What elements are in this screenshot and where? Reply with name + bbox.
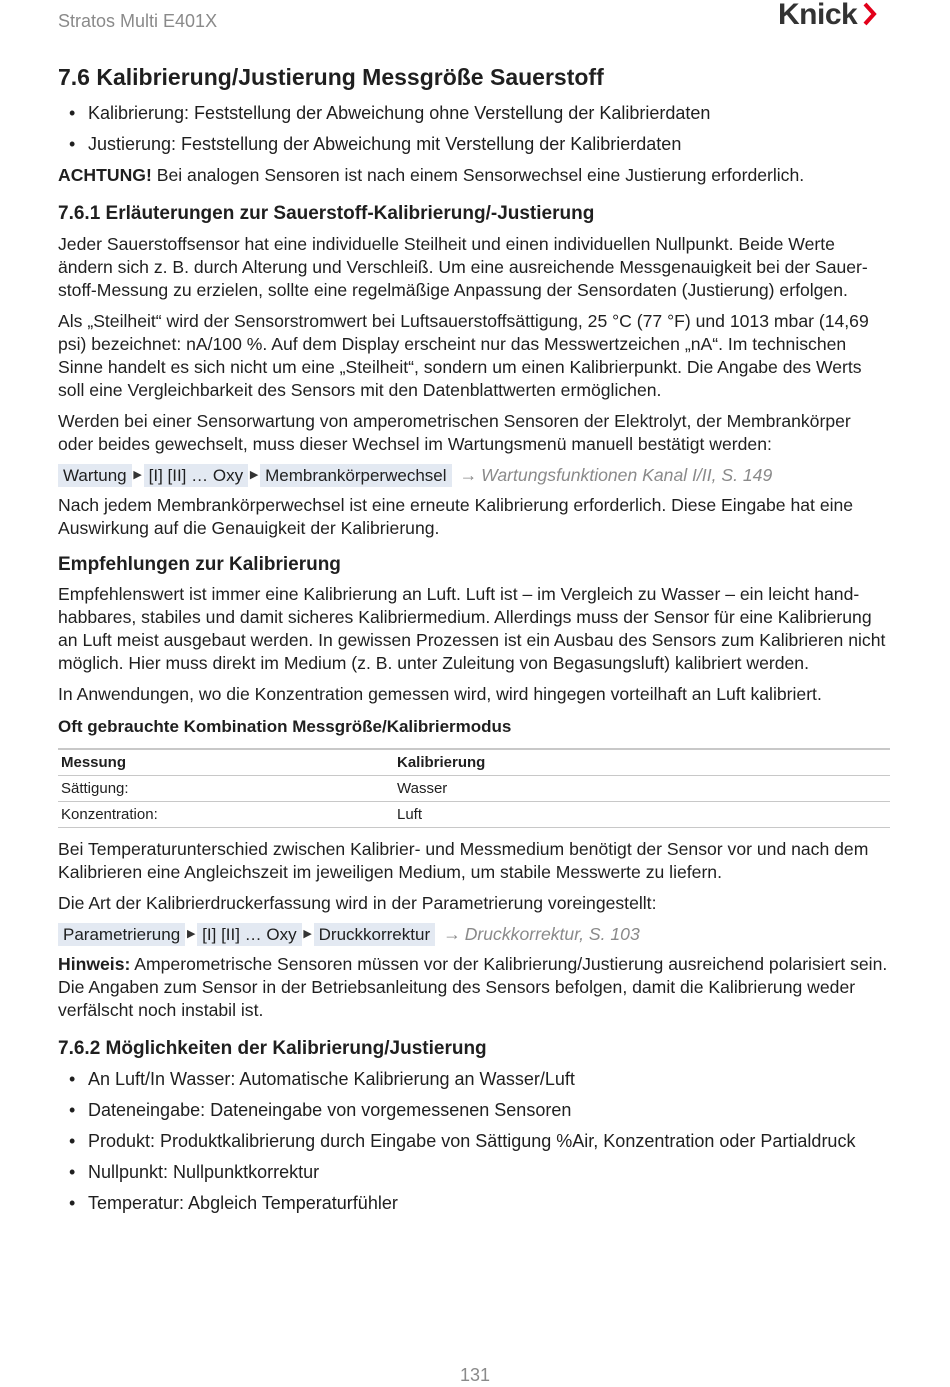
- paragraph: Werden bei einer Sensorwartung von amperometrischen Sensoren der Elektrolyt, der Membrankörper oder beides gewechselt, muss dieser Wechsel im Wartungsmenü manuell bestätigt werden:: [58, 411, 851, 454]
- cross-reference-link[interactable]: [460, 464, 773, 487]
- column-header-messung: Messung: [58, 749, 394, 776]
- list-item: • Produkt: Produktkalibrierung durch Eingabe von Sättigung %Air, Konzentration oder Partialdruck: [58, 1130, 890, 1153]
- list-item: • Kalibrierung: Feststellung der Abweichung ohne Verstellung der Kalibrierdaten: [58, 102, 890, 125]
- page-content: [58, 62, 890, 1223]
- recommendations-title: Empfehlungen zur Kalibrierung: [58, 554, 341, 575]
- paragraph: Die Art der Kalibrierdruckerfassung wird in der Parametrierung voreingestellt:: [58, 893, 657, 913]
- calibration-options-list: [58, 1068, 890, 1215]
- logo-text: Knick: [778, 0, 858, 31]
- table-cell: Luft: [394, 802, 890, 828]
- note-paragraph: [58, 953, 890, 1022]
- cross-reference-text: Druckkorrektur, S. 103: [464, 924, 640, 944]
- menu-path-item: Membrankörperwechsel: [260, 464, 451, 487]
- table-cell: Konzentration:: [58, 802, 394, 828]
- column-header-kalibrierung: Kalibrierung: [394, 749, 890, 776]
- triangle-right-icon: ▶: [303, 928, 312, 940]
- page-number: 131: [459, 1365, 491, 1385]
- paragraph: In Anwendungen, wo die Konzentration gemessen wird, wird hingegen vorteilhaft an Luft kalibriert.: [58, 684, 822, 704]
- brand-logo: [778, 0, 877, 31]
- warning-text: Bei analogen Sensoren ist nach einem Sensorwechsel eine Justierung erforderlich.: [151, 165, 805, 185]
- menu-path-item: Parametrierung: [58, 923, 185, 946]
- triangle-right-icon: ▶: [186, 928, 196, 940]
- menu-path-item: Druckkorrektur: [314, 923, 435, 946]
- list-item: • Nullpunkt: Nullpunktkorrektur: [58, 1161, 890, 1184]
- triangle-right-icon: ▶: [133, 469, 142, 481]
- table-cell: Sättigung:: [58, 776, 394, 802]
- warning-paragraph: [58, 164, 890, 187]
- table-title: Oft gebrauchte Kombination Messgröße/Kalibriermodus: [58, 717, 512, 736]
- chevron-right-icon: [863, 2, 877, 26]
- subsection-title-7-6-1: 7.6.1 Erläuterungen zur Sauerstoff-Kalibrierung/-Justierung: [58, 203, 595, 224]
- note-text: Amperometrische Sensoren müssen vor der Kalibrierung/Justierung ausreichend polarisiert sein. Die Angaben zum Sensor in der Betriebsanleitung des Sensors befolgen, damit die Kalibrierung weder verfälscht noch instabil ist.: [58, 954, 888, 1020]
- triangle-right-icon: ▶: [249, 469, 259, 481]
- warning-label: ACHTUNG!: [58, 165, 152, 185]
- cross-reference-text: Wartungsfunktionen Kanal I/II, S. 149: [481, 465, 773, 485]
- paragraph: Jeder Sauerstoffsensor hat eine individuelle Steilheit und einen individuellen Nullpunkt. Beide Werte ändern sich z. B. durch Alterung und Verschleiß. Um eine ausreichende Messgenauigkeit bei der Sauerstoff-Messung zu erzielen, sollte eine regelmäßige Anpassung der Sensordaten (Justierung) erfolgen.: [58, 234, 868, 300]
- paragraph: Bei Temperaturunterschied zwischen Kalibrier- und Messmedium benötigt der Sensor vor und nach dem Kalibrieren eine Angleichszeit im jeweiligen Medium, um stabile Messwerte zu liefern.: [58, 839, 869, 882]
- list-item: • Justierung: Feststellung der Abweichung mit Verstellung der Kalibrierdaten: [58, 133, 890, 156]
- menu-path-item: [I] [II] … Oxy: [144, 464, 248, 487]
- menu-path-parametrierung: [58, 923, 890, 946]
- section-bullet-list: [58, 102, 890, 156]
- section-title: 7.6 Kalibrierung/Justierung Messgröße Sauerstoff: [58, 64, 604, 90]
- list-item: • Dateneingabe: Dateneingabe von vorgemessenen Sensoren: [58, 1099, 890, 1122]
- subsection-title-7-6-2: 7.6.2 Möglichkeiten der Kalibrierung/Justierung: [58, 1038, 487, 1059]
- arrow-right-icon: →: [443, 924, 461, 944]
- arrow-right-icon: →: [459, 465, 478, 485]
- table-row: [58, 776, 890, 802]
- calibration-mode-table: [58, 748, 890, 828]
- list-item: • Temperatur: Abgleich Temperaturfühler: [58, 1192, 890, 1215]
- paragraph: Als „Steilheit“ wird der Sensorstromwert bei Luftsauerstoffsättigung, 25 °C (77 °F) und 1013 mbar (14,69 psi) bezeichnet: nA/100 %. Auf dem Display erscheint nur das Messwertzeichen „nA“. Im technischen Sinne handelt es sich nicht um eine „Steilheit“, sondern um einen Kalibrierpunkt. Die Angabe des Werts soll eine Vergleichbarkeit des Sensors mit den Datenblattwerten ermöglichen.: [58, 311, 869, 400]
- header-product-name: Stratos Multi E401X: [58, 11, 218, 31]
- menu-path-item: Wartung: [58, 464, 132, 487]
- table-row: [58, 802, 890, 828]
- note-label: Hinweis:: [58, 954, 131, 974]
- cross-reference-link[interactable]: [443, 923, 640, 946]
- menu-path-wartung: [58, 464, 890, 487]
- menu-path-item: [I] [II] … Oxy: [197, 923, 301, 946]
- table-header-row: [58, 749, 890, 776]
- table-cell: Wasser: [394, 776, 890, 802]
- paragraph: Empfehlenswert ist immer eine Kalibrierung an Luft. Luft ist – im Vergleich zu Wasser – ein leicht handhabbares, stabiles und damit sicheres Kalibriermedium. Allerdings muss der Sensor für eine Kalibrierung an Luft meist ausgebaut werden. In gewissen Prozessen ist ein Ausbau des Sensors zum Kalibrieren nicht möglich. Hier muss direkt im Medium (z. B. unter Zuleitung von Begasungsluft) kalibriert werden.: [58, 584, 886, 673]
- paragraph: Nach jedem Membrankörperwechsel ist eine erneute Kalibrierung erforderlich. Diese Eingabe hat eine Auswirkung auf die Genauigkeit der Kalibrierung.: [58, 495, 854, 538]
- list-item: • An Luft/In Wasser: Automatische Kalibrierung an Wasser/Luft: [58, 1068, 890, 1091]
